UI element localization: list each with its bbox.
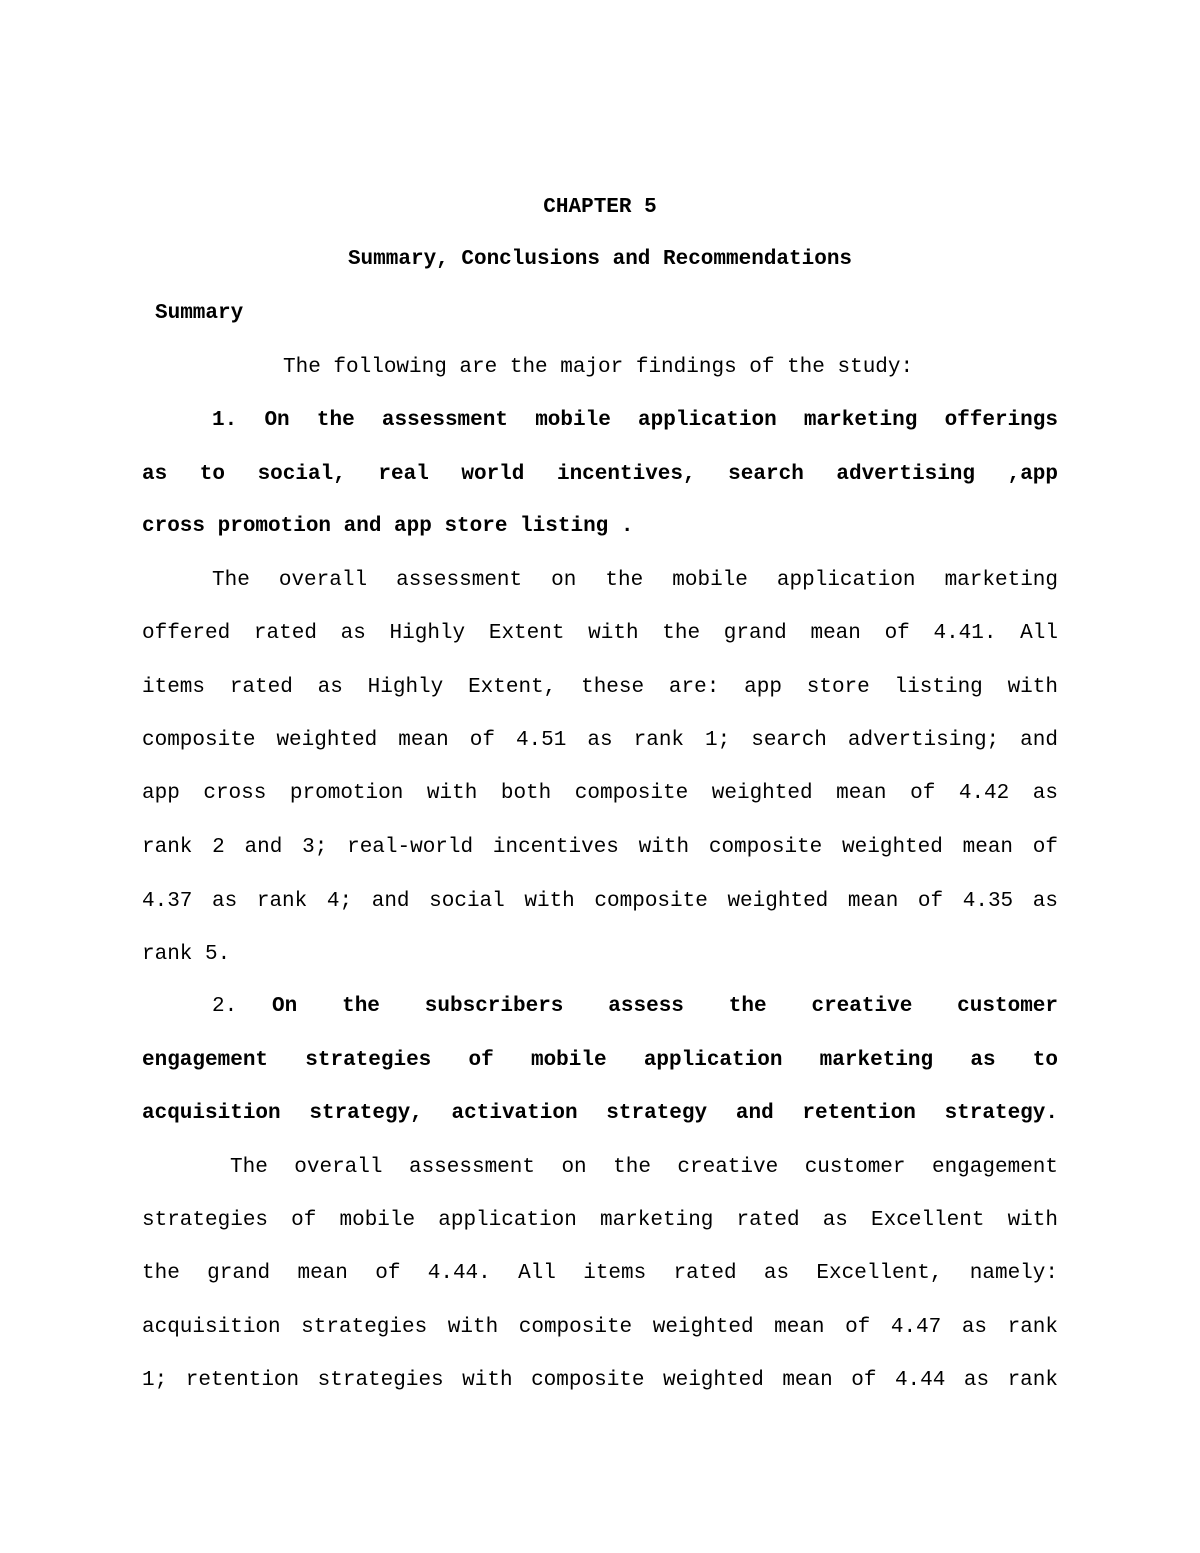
- chapter-number: CHAPTER 5: [543, 196, 657, 219]
- finding-1-body-line: rank 5.: [142, 943, 231, 966]
- finding-1-heading-line: 1. On the assessment mobile application marketing offerings: [212, 409, 1058, 432]
- finding-1-body-line: The overall assessment on the mobile application marketing: [212, 569, 1058, 592]
- finding-2-heading-line: On the subscribers assess the creative customer: [272, 995, 1058, 1018]
- finding-1-body-line: rank 2 and 3; real-world incentives with composite weighted mean of: [142, 836, 1058, 859]
- finding-2-body-line: strategies of mobile application marketing rated as Excellent with: [142, 1209, 1058, 1232]
- finding-1-heading-line: as to social, real world incentives, search advertising ,app: [142, 463, 1058, 486]
- intro-sentence: The following are the major findings of the study:: [283, 356, 914, 379]
- finding-1-body-line: composite weighted mean of 4.51 as rank 1; search advertising; and: [142, 729, 1058, 752]
- chapter-title: Summary, Conclusions and Recommendations: [347, 248, 853, 271]
- finding-1-body-line: offered rated as Highly Extent with the grand mean of 4.41. All: [142, 622, 1058, 645]
- finding-1-body-line: items rated as Highly Extent, these are: app store listing with: [142, 676, 1058, 699]
- finding-2-number: 2.: [212, 995, 238, 1018]
- finding-2-body-line: the grand mean of 4.44. All items rated as Excellent, namely:: [142, 1262, 1058, 1285]
- finding-2-body-line: 1; retention strategies with composite weighted mean of 4.44 as rank: [142, 1369, 1058, 1392]
- finding-2-body-line: acquisition strategies with composite weighted mean of 4.47 as rank: [142, 1316, 1058, 1339]
- finding-2-heading-line: acquisition strategy, activation strategy and retention strategy.: [142, 1102, 1058, 1125]
- finding-1-body-line: app cross promotion with both composite weighted mean of 4.42 as: [142, 782, 1058, 805]
- finding-2-heading-line: engagement strategies of mobile application marketing as to: [142, 1049, 1058, 1072]
- section-heading: Summary: [155, 302, 244, 325]
- finding-2-body-line: The overall assessment on the creative customer engagement: [230, 1156, 1058, 1179]
- finding-1-heading-line: cross promotion and app store listing .: [142, 515, 634, 538]
- finding-1-body-line: 4.37 as rank 4; and social with composite weighted mean of 4.35 as: [142, 890, 1058, 913]
